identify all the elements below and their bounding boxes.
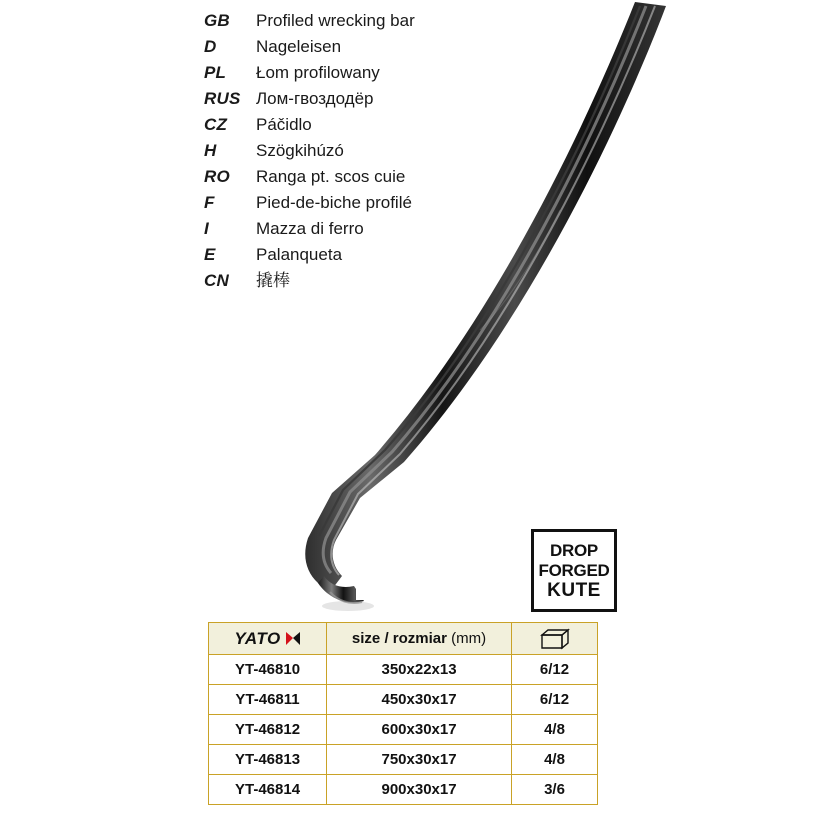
product-size: 350x22x13 <box>327 655 512 685</box>
language-code: I <box>204 219 209 238</box>
table-row <box>209 655 598 685</box>
language-name: Nageleisen <box>256 37 342 56</box>
language-row <box>204 242 534 268</box>
language-row <box>204 34 534 60</box>
badge-line-1: DROP <box>550 540 598 560</box>
language-row <box>204 216 534 242</box>
language-code: H <box>204 141 217 160</box>
language-code: CN <box>204 271 229 290</box>
language-name: Лом-гвоздодёр <box>256 89 374 108</box>
table-header-row <box>209 623 598 655</box>
table-row <box>209 685 598 715</box>
language-name: Łom profilowany <box>256 63 380 82</box>
product-quantity: 6/12 <box>512 685 598 715</box>
size-header-unit: (mm) <box>451 630 487 647</box>
language-name: Ranga pt. scos cuie <box>256 167 406 186</box>
product-quantity: 3/6 <box>512 775 598 805</box>
language-name: Profiled wrecking bar <box>256 11 415 30</box>
language-code: GB <box>204 11 230 30</box>
product-code: YT-46811 <box>209 685 327 715</box>
product-size: 600x30x17 <box>327 715 512 745</box>
language-code: E <box>204 245 216 264</box>
language-name: Szögkihúzó <box>256 141 344 160</box>
table-row <box>209 745 598 775</box>
language-row <box>204 164 534 190</box>
quantity-header-cell <box>512 623 598 655</box>
language-row <box>204 268 534 294</box>
badge-line-2: FORGED <box>538 560 610 580</box>
language-name: Palanqueta <box>256 245 343 264</box>
language-row <box>204 86 534 112</box>
product-quantity: 4/8 <box>512 715 598 745</box>
language-code: RUS <box>204 89 241 108</box>
size-header-cell <box>327 623 512 655</box>
product-size: 750x30x17 <box>327 745 512 775</box>
product-code: YT-46813 <box>209 745 327 775</box>
product-code: YT-46810 <box>209 655 327 685</box>
badge-line-3: KUTE <box>547 579 601 601</box>
language-name: Páčidlo <box>256 115 312 134</box>
language-name: 撬棒 <box>256 271 290 290</box>
language-code: F <box>204 193 215 212</box>
brand-name: YATO <box>234 628 281 648</box>
language-code: D <box>204 37 217 56</box>
language-row <box>204 190 534 216</box>
product-code: YT-46814 <box>209 775 327 805</box>
product-size: 450x30x17 <box>327 685 512 715</box>
brand-cell <box>209 623 327 655</box>
language-name: Mazza di ferro <box>256 219 364 238</box>
language-code: PL <box>204 63 227 82</box>
language-code: CZ <box>204 115 228 134</box>
product-quantity: 4/8 <box>512 745 598 775</box>
yato-mark-icon <box>285 631 301 646</box>
language-row <box>204 138 534 164</box>
language-name: Pied-de-biche profilé <box>256 193 412 212</box>
table-row <box>209 715 598 745</box>
drop-forged-badge <box>531 529 617 612</box>
size-header-label: size / rozmiar <box>351 630 447 647</box>
product-size: 900x30x17 <box>327 775 512 805</box>
box-icon <box>512 628 597 650</box>
language-row <box>204 112 534 138</box>
language-row <box>204 8 534 34</box>
language-code: RO <box>204 167 230 186</box>
language-list <box>204 8 534 294</box>
language-row <box>204 60 534 86</box>
table-row <box>209 775 598 805</box>
product-code: YT-46812 <box>209 715 327 745</box>
specification-table <box>208 622 598 805</box>
product-quantity: 6/12 <box>512 655 598 685</box>
